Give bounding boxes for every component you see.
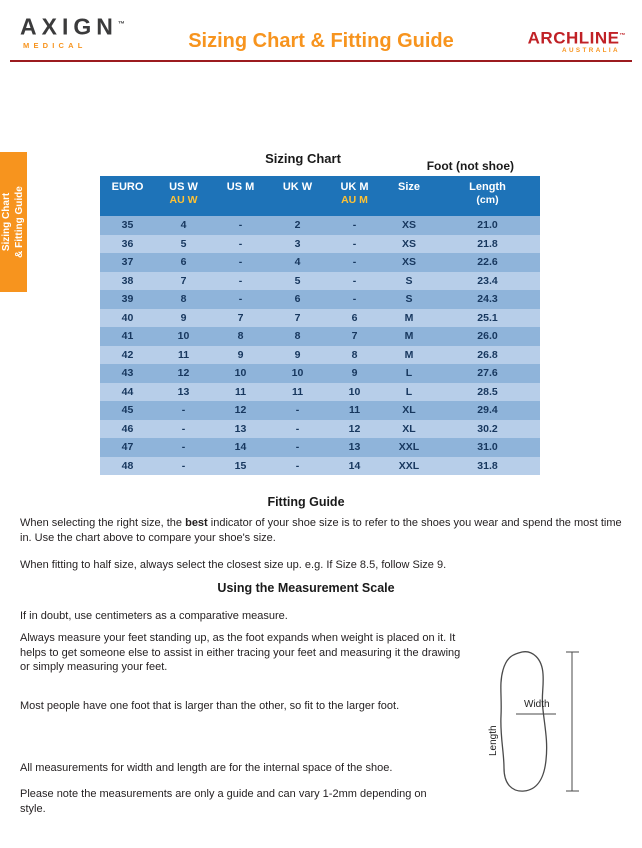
- table-cell: XL: [402, 422, 416, 435]
- table-cell: 10: [348, 385, 361, 398]
- table-cell: 43: [121, 367, 134, 379]
- table-cell: XXL: [398, 441, 420, 453]
- table-cell: 24.3: [477, 293, 498, 305]
- table-cell: 9: [351, 367, 358, 379]
- table-row: [100, 364, 540, 383]
- table-cell: -: [295, 459, 300, 472]
- column-header-uk-m: UK M AU M: [340, 181, 369, 206]
- measurement-paragraph-1: If in doubt, use centimeters as a comparative measure.: [20, 610, 288, 622]
- table-header-row: [100, 176, 540, 216]
- column-header-uk-w: UK W: [282, 181, 313, 193]
- archline-logo-text: [528, 27, 626, 48]
- foot-measurement-diagram: [486, 644, 598, 801]
- foot-not-shoe-note: Foot (not shoe): [426, 159, 514, 173]
- table-cell: 13: [234, 422, 247, 435]
- table-cell: 2: [294, 219, 301, 231]
- table-cell: 29.4: [477, 404, 498, 416]
- table-row: [100, 401, 540, 420]
- table-cell: -: [295, 441, 300, 453]
- table-row: [100, 327, 540, 346]
- table-cell: XS: [401, 256, 416, 268]
- table-cell: 11: [177, 348, 190, 361]
- table-row: [100, 438, 540, 457]
- table-cell: S: [405, 293, 413, 305]
- measurement-scale-heading: Using the Measurement Scale: [217, 581, 395, 595]
- page-title: Sizing Chart & Fitting Guide: [188, 30, 454, 52]
- table-cell: 11: [291, 385, 304, 398]
- table-cell: 48: [121, 459, 134, 472]
- table-cell: XS: [401, 237, 416, 250]
- table-cell: 6: [351, 311, 358, 324]
- measurement-paragraph-2: Always measure your feet standing up, as the foot expands when weight is placed on it. It helps to get someone else to assist in either tracing your feet and measuring it the drawing or simply measuring your feet.: [20, 632, 461, 674]
- table-cell: 40: [121, 311, 134, 324]
- measurement-paragraph-3: Most people have one foot that is larger than the other, so fit to the larger foot.: [20, 700, 400, 712]
- table-row: [100, 272, 540, 291]
- table-cell: -: [352, 274, 357, 287]
- measurement-paragraph-5: Please note the measurements are only a guide and can vary 1-2mm depending on style.: [20, 788, 427, 815]
- p1-bold: best: [185, 517, 208, 529]
- table-cell: 3: [294, 237, 301, 250]
- table-cell: 27.6: [477, 367, 498, 379]
- table-cell: -: [238, 293, 243, 305]
- table-cell: -: [352, 256, 357, 268]
- table-cell: -: [181, 422, 186, 435]
- table-cell: 21.8: [477, 237, 498, 250]
- table-cell: -: [238, 256, 243, 268]
- table-cell: 6: [294, 293, 301, 305]
- table-cell: 8: [294, 330, 301, 342]
- table-row: [100, 290, 540, 309]
- table-row: [100, 383, 540, 402]
- length-label: Length: [488, 725, 499, 756]
- side-tab: [0, 152, 27, 292]
- table-row: [100, 253, 540, 272]
- column-header-size: Size: [397, 181, 420, 193]
- column-header-us-w: US W AU W: [169, 181, 198, 206]
- table-cell: 44: [121, 385, 134, 398]
- table-row: [100, 420, 540, 439]
- side-tab-text: [0, 152, 27, 292]
- table-cell: 4: [180, 219, 187, 231]
- table-cell: 31.0: [477, 441, 498, 453]
- fitting-guide-heading: Fitting Guide: [267, 495, 345, 509]
- table-cell: XS: [401, 219, 416, 231]
- table-cell: M: [404, 311, 414, 324]
- table-cell: 30.2: [477, 422, 498, 435]
- table-body: [100, 216, 540, 475]
- column-header-euro: EURO: [111, 181, 144, 193]
- table-cell: -: [352, 237, 357, 250]
- archline-trademark: ™: [619, 33, 626, 39]
- table-cell: M: [404, 348, 414, 361]
- table-cell: -: [181, 404, 186, 416]
- table-cell: 7: [294, 311, 301, 324]
- table-cell: 14: [234, 441, 247, 453]
- table-cell: 10: [291, 367, 304, 379]
- table-cell: 36: [121, 237, 134, 250]
- table-cell: 22.6: [477, 256, 498, 268]
- fitting-guide-paragraph-1: [20, 516, 624, 545]
- table-cell: 14: [348, 459, 361, 472]
- table-cell: 47: [121, 441, 134, 453]
- fitting-guide-paragraph-2: When fitting to half size, always select the closest size up. e.g. If Size 8.5, follow Size 9.: [20, 559, 447, 571]
- table-row: [100, 346, 540, 365]
- table-cell: 45: [121, 404, 134, 416]
- table-cell: 26.0: [477, 330, 498, 342]
- table-cell: 21.0: [477, 219, 498, 231]
- table-cell: 4: [294, 256, 301, 268]
- column-header-length: Length (cm): [469, 181, 506, 206]
- p1-before: When selecting the right size, the: [20, 517, 186, 529]
- table-cell: -: [295, 404, 300, 416]
- side-tab-line-1: Sizing Chart: [1, 192, 12, 252]
- table-cell: 39: [121, 293, 134, 305]
- table-cell: 5: [294, 274, 301, 287]
- table-row: [100, 216, 540, 235]
- table-cell: 8: [180, 293, 187, 305]
- table-cell: 26.8: [477, 348, 498, 361]
- table-cell: 46: [121, 422, 134, 435]
- table-cell: 7: [237, 311, 244, 324]
- sizing-chart-table: [100, 176, 540, 475]
- table-cell: 6: [180, 256, 187, 268]
- archline-logo: [528, 27, 626, 54]
- table-cell: 35: [121, 219, 134, 231]
- table-cell: 8: [351, 348, 358, 361]
- table-cell: 9: [294, 348, 301, 361]
- table-row: [100, 235, 540, 254]
- foot-diagram-svg: [486, 644, 598, 796]
- table-cell: 7: [180, 274, 187, 287]
- table-cell: 11: [348, 404, 361, 416]
- p1-after: indicator of your shoe size is to refer to the shoes you wear and spend the most time in. Use the chart above to compare your shoe's size.: [20, 517, 622, 544]
- table-cell: -: [238, 274, 243, 287]
- table-cell: 12: [348, 422, 361, 435]
- table-cell: L: [405, 385, 413, 398]
- sizing-chart-heading: Sizing Chart: [265, 151, 341, 166]
- table-cell: 13: [177, 385, 190, 398]
- table-cell: 10: [234, 367, 247, 379]
- table-cell: 12: [234, 404, 247, 416]
- table-cell: 23.4: [477, 274, 498, 287]
- measurement-paragraph-4: All measurements for width and length are for the internal space of the shoe.: [20, 762, 393, 774]
- table-cell: 9: [237, 348, 244, 361]
- table-cell: -: [238, 219, 243, 231]
- table-cell: S: [405, 274, 413, 287]
- table-cell: 37: [121, 256, 134, 268]
- table-cell: 31.8: [477, 459, 498, 472]
- column-header-us-m: US M: [226, 181, 255, 193]
- table-cell: -: [295, 422, 300, 435]
- table-cell: 15: [234, 459, 247, 472]
- table-row: [100, 457, 540, 476]
- table-cell: 42: [121, 348, 134, 361]
- table-cell: L: [405, 367, 413, 379]
- axign-medical-label: MEDICAL: [23, 40, 87, 50]
- table-cell: 25.1: [477, 311, 498, 324]
- table-cell: -: [352, 293, 357, 305]
- axign-wordmark: AXIGN: [20, 13, 118, 40]
- table-cell: 13: [348, 441, 361, 453]
- foot-outline: [501, 652, 547, 791]
- side-tab-line-2: & Fitting Guide: [13, 186, 25, 258]
- table-cell: 9: [180, 311, 187, 324]
- archline-australia-label: AUSTRALIA: [562, 46, 620, 54]
- table-cell: 8: [237, 330, 244, 342]
- table-cell: M: [404, 330, 414, 342]
- archline-wordmark: ARCHLINE: [527, 28, 620, 48]
- table-cell: -: [238, 237, 243, 250]
- table-cell: -: [352, 219, 357, 231]
- table-cell: 5: [180, 237, 187, 250]
- table-cell: XXL: [398, 459, 420, 472]
- table-cell: -: [181, 441, 186, 453]
- table-cell: 28.5: [477, 385, 498, 398]
- axign-trademark: ™: [117, 21, 125, 28]
- table-cell: 41: [121, 330, 134, 342]
- table-cell: 10: [177, 330, 190, 342]
- table-cell: 7: [351, 330, 358, 342]
- table-cell: 38: [121, 274, 134, 287]
- table-cell: XL: [402, 404, 416, 416]
- header-divider: [10, 60, 632, 62]
- table-cell: 11: [234, 385, 247, 398]
- table-cell: 12: [177, 367, 190, 379]
- table-row: [100, 309, 540, 328]
- width-label: Width: [524, 699, 550, 710]
- table-cell: -: [181, 459, 186, 472]
